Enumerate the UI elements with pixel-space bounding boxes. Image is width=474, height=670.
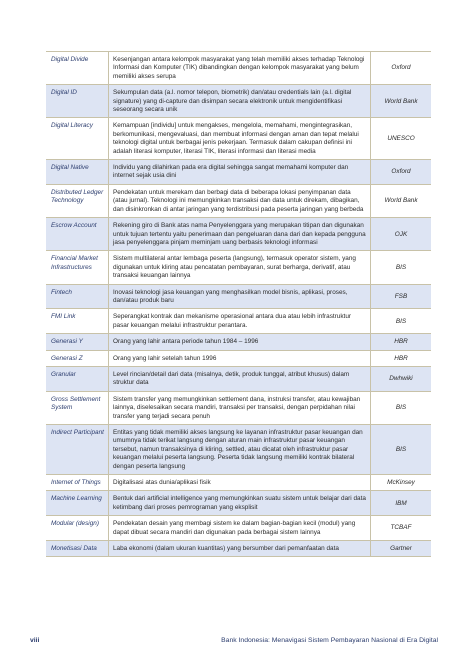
glossary-row bbox=[46, 160, 431, 185]
glossary-definition: Inovasi teknologi jasa keuangan yang menghasilkan model bisnis, aplikasi, proses, dan/atau produk baru bbox=[109, 284, 371, 309]
glossary-source: BIS bbox=[371, 251, 432, 284]
glossary-definition: Sistem multilateral antar lembaga peserta (langsung), termasuk operator sistem, yang digunakan untuk kliring atau pencatatan pembayaran, surat berharga, derivatif, atau transaksi keuangan lainnya bbox=[109, 251, 371, 284]
glossary-source: Gartner bbox=[371, 541, 432, 557]
glossary-definition: Pendekatan untuk merekam dan berbagi data di beberapa lokasi penyimpanan data (atau jurnal). Teknologi ini memungkinkan transaksi dan data untuk direkam, dibagikan, dan disinkronkan di antar jaringan yang terdistribusi pada peserta jaringan yang berbeda bbox=[109, 184, 371, 217]
glossary-source: BIS bbox=[371, 391, 432, 424]
glossary-definition: Orang yang lahir setelah tahun 1996 bbox=[109, 350, 371, 366]
glossary-definition: Bentuk dari artificial intelligence yang memungkinkan suatu sistem untuk belajar dari data ketimbang dari proses pemrograman yang eksplisit bbox=[109, 491, 371, 516]
glossary-table bbox=[46, 51, 431, 557]
glossary-definition: Seperangkat kontrak dan mekanisme operasional antara dua atau lebih infrastruktur pasar keuangan melalui infrastruktur perantara. bbox=[109, 309, 371, 334]
glossary-source: McKinsey bbox=[371, 475, 432, 491]
glossary-row bbox=[46, 366, 431, 391]
glossary-source: Oxford bbox=[371, 160, 432, 185]
glossary-term: FMI Link bbox=[46, 309, 109, 334]
page-footer bbox=[0, 637, 474, 651]
glossary-source: World Bank bbox=[371, 85, 432, 118]
glossary-definition: Individu yang dilahirkan pada era digital sehingga sangat memahami komputer dan internet sejak usia dini bbox=[109, 160, 371, 185]
glossary-row bbox=[46, 251, 431, 284]
glossary-row bbox=[46, 391, 431, 424]
glossary-definition: Kesenjangan antara kelompok masyarakat yang telah memiliki akses terhadap Teknologi Informasi dan Komputer (TIK) dibandingkan dengan kelompok masyarakat yang belum memiliki akses serupa bbox=[109, 52, 371, 85]
glossary-source: FSB bbox=[371, 284, 432, 309]
glossary-source: TCBAF bbox=[371, 516, 432, 541]
glossary-definition: Rekening giro di Bank atas nama Penyelenggara yang merupakan titipan dan digunakan untuk tujuan tertentu yaitu penerimaan dan pengeluaran dana dari dan kepada pengguna jasa penyelenggara pinjam meminjam uang berbasis teknologi informasi bbox=[109, 218, 371, 251]
glossary-term: Digital Literacy bbox=[46, 118, 109, 160]
glossary-definition: Kemampuan [individu] untuk mengakses, mengelola, memahami, mengintegrasikan, berkomunikasi, mengevaluasi, dan membuat informasi dengan aman dan tepat melalui teknologi digital untuk berbagai jenis pekerjaan. Termasuk dalam cakupan definisi ini adalah literasi komputer, literasi TIK, literasi informasi dan literasi media bbox=[109, 118, 371, 160]
glossary-row bbox=[46, 334, 431, 350]
glossary-term: Internet of Things bbox=[46, 475, 109, 491]
glossary-row bbox=[46, 491, 431, 516]
glossary-definition: Laba ekonomi (dalam ukuran kuantitas) yang bersumber dari pemanfaatan data bbox=[109, 541, 371, 557]
glossary-definition: Sekumpulan data (a.l. nomor telepon, biometrik) dan/atau credentials lain (a.l. digital signature) yang di-capture dan disimpan secara elektronik untuk mengidentifikasi seseorang secara unik bbox=[109, 85, 371, 118]
glossary-definition: Digitalisasi atas dunia/aplikasi fisik bbox=[109, 475, 371, 491]
glossary-definition: Level rincian/detail dari data (misalnya, detik, produk tunggal, atribut khusus) dalam struktur data bbox=[109, 366, 371, 391]
glossary-source: BIS bbox=[371, 309, 432, 334]
glossary-source: OJK bbox=[371, 218, 432, 251]
glossary-source: HBR bbox=[371, 350, 432, 366]
glossary-term: Distributed Ledger Technology bbox=[46, 184, 109, 217]
glossary-row bbox=[46, 85, 431, 118]
glossary-source: Dwhwiki bbox=[371, 366, 432, 391]
glossary-source: World Bank bbox=[371, 184, 432, 217]
glossary-row bbox=[46, 309, 431, 334]
glossary-term: Gross Settlement System bbox=[46, 391, 109, 424]
glossary-term: Financial Market Infrastructures bbox=[46, 251, 109, 284]
glossary-definition: Pendekatan desain yang membagi sistem ke dalam bagian-bagian kecil (modul) yang dapat dibuat secara mandiri dan digunakan pada berbagai sistem lainnya bbox=[109, 516, 371, 541]
glossary-term: Modular (design) bbox=[46, 516, 109, 541]
glossary-term: Generasi Z bbox=[46, 350, 109, 366]
glossary-term: Escrow Account bbox=[46, 218, 109, 251]
glossary-definition: Orang yang lahir antara periode tahun 1984 – 1996 bbox=[109, 334, 371, 350]
glossary-term: Granular bbox=[46, 366, 109, 391]
glossary-row bbox=[46, 475, 431, 491]
glossary-term: Generasi Y bbox=[46, 334, 109, 350]
glossary-term: Monetisasi Data bbox=[46, 541, 109, 557]
glossary-source: Oxford bbox=[371, 52, 432, 85]
glossary-row bbox=[46, 350, 431, 366]
glossary-definition: Entitas yang tidak memiliki akses langsung ke layanan infrastruktur pasar keuangan dan umumnya tidak terikat langsung dengan aturan main infrastruktur pasar keuangan tersebut, namun transaksinya di kliring, settled, atau dicatat oleh infrastruktur pasar keuangan melalui peserta langsung. Peserta tidak langsung memiliki kontrak bilateral dengan peserta langsung bbox=[109, 425, 371, 475]
glossary-row bbox=[46, 52, 431, 85]
glossary-term: Digital Native bbox=[46, 160, 109, 185]
glossary-row bbox=[46, 516, 431, 541]
glossary-term: Indirect Participant bbox=[46, 425, 109, 475]
glossary-row bbox=[46, 284, 431, 309]
glossary-row bbox=[46, 184, 431, 217]
footer-title: Bank Indonesia: Menavigasi Sistem Pembayaran Nasional di Era Digital bbox=[221, 637, 438, 644]
glossary-row bbox=[46, 425, 431, 475]
glossary-row bbox=[46, 218, 431, 251]
glossary-source: BIS bbox=[371, 425, 432, 475]
page-number: viii bbox=[30, 637, 40, 644]
glossary-source: IBM bbox=[371, 491, 432, 516]
glossary-source: UNESCO bbox=[371, 118, 432, 160]
glossary-term: Machine Learning bbox=[46, 491, 109, 516]
glossary-table-body bbox=[46, 52, 431, 557]
glossary-term: Digital ID bbox=[46, 85, 109, 118]
glossary-term: Digital Divide bbox=[46, 52, 109, 85]
glossary-row bbox=[46, 118, 431, 160]
glossary-definition: Sistem transfer yang memungkinkan settlement dana, instruksi transfer, atau kewajiban lainnya, diselesaikan secara mandiri, transaksi per transaksi, dengan perpidahan nilai transfer yang terjadi secara penuh bbox=[109, 391, 371, 424]
glossary-row bbox=[46, 541, 431, 557]
glossary-term: Fintech bbox=[46, 284, 109, 309]
glossary-source: HBR bbox=[371, 334, 432, 350]
